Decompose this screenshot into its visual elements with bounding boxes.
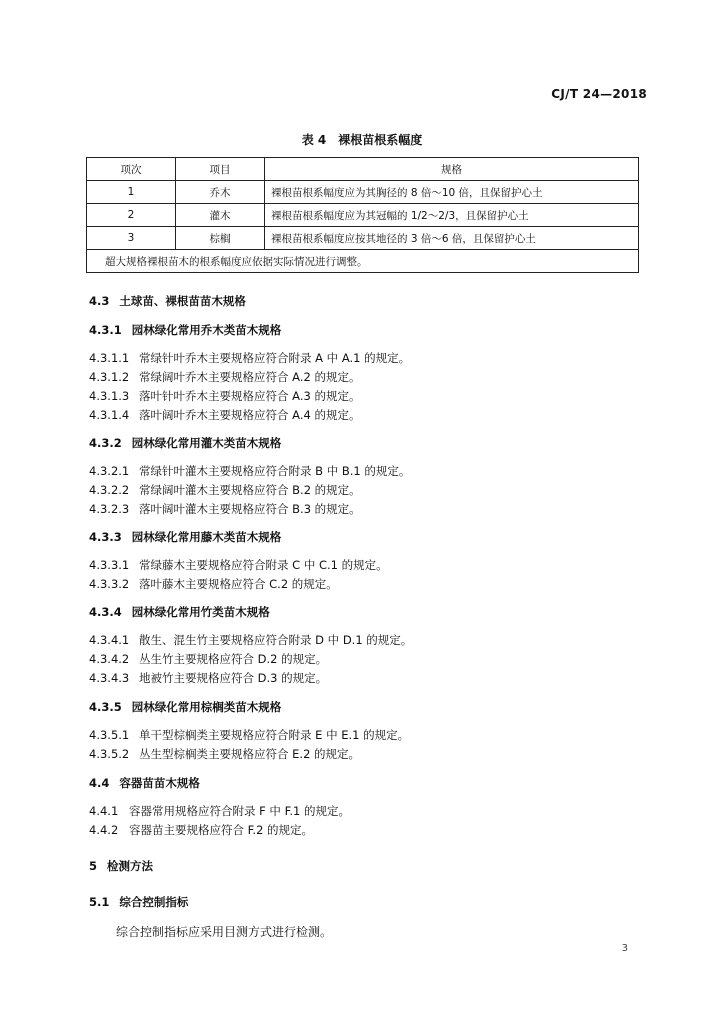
section-title: 园林绿化常用乔木类苗木规格 [131,323,282,337]
root-spread-table [86,157,639,273]
cell-item: 棕榈 [176,227,265,250]
clause-number: 4.3.3.1 [89,558,130,572]
clause-number: 4.3.1.4 [89,408,130,422]
cell-spec: 裸根苗根系幅度应为其胸径的 8 倍～10 倍，且保留护心土 [265,181,639,204]
clause-line [89,670,327,686]
cell-no: 1 [87,181,176,204]
clause-line [89,350,410,366]
section-number: 4.3.4 [89,605,122,619]
section-4-3-2-heading [89,435,281,451]
clause-text: 常绿阔叶灌木主要规格应符合 B.2 的规定。 [139,483,361,497]
table-header-row [87,158,639,181]
clause-text: 单干型棕榈类主要规格应符合附录 E 中 E.1 的规定。 [139,728,410,742]
clause-number: 4.3.3.2 [89,577,130,591]
clause-number: 4.3.2.1 [89,464,130,478]
clause-number: 4.3.1.3 [89,389,130,403]
clause-text: 常绿阔叶乔木主要规格应符合 A.2 的规定。 [139,370,361,384]
clause-line [89,632,412,648]
clause-text: 常绿针叶灌木主要规格应符合附录 B 中 B.1 的规定。 [139,464,411,478]
table-note: 超大规格裸根苗木的根系幅度应依据实际情况进行调整。 [87,250,639,273]
section-4-3-1-heading [89,322,281,338]
clause-number: 4.4.1 [89,804,119,818]
clause-number: 4.3.2.2 [89,483,130,497]
section-number: 4.3 [89,294,110,308]
section-number: 5.1 [89,895,110,909]
clause-line [89,576,338,592]
clause-text: 落叶阔叶乔木主要规格应符合 A.4 的规定。 [139,408,361,422]
clause-text: 地被竹主要规格应符合 D.3 的规定。 [139,671,328,685]
clause-line [89,369,360,385]
section-number: 4.3.3 [89,530,122,544]
clause-text: 容器苗主要规格应符合 F.2 的规定。 [129,823,314,837]
clause-line [89,803,350,819]
clause-text: 常绿藤木主要规格应符合附录 C 中 C.1 的规定。 [139,558,388,572]
clause-text: 散生、混生竹主要规格应符合附录 D 中 D.1 的规定。 [139,633,413,647]
clause-text: 常绿针叶乔木主要规格应符合附录 A 中 A.1 的规定。 [139,351,411,365]
column-header-spec: 规格 [265,158,639,181]
clause-number: 4.3.4.3 [89,671,130,685]
column-header-no: 项次 [87,158,176,181]
clause-number: 4.3.1.2 [89,370,130,384]
section-4-3-4-heading [89,604,270,620]
section-4-3-5-heading [89,699,281,715]
section-title: 容器苗苗木规格 [119,776,200,790]
clause-number: 4.3.1.1 [89,351,130,365]
section-title: 园林绿化常用竹类苗木规格 [131,605,270,619]
section-title: 园林绿化常用灌木类苗木规格 [131,436,282,450]
clause-text: 容器常用规格应符合附录 F 中 F.1 的规定。 [129,804,350,818]
section-title: 园林绿化常用棕榈类苗木规格 [131,700,282,714]
section-title: 土球苗、裸根苗苗木规格 [119,294,246,308]
standard-code: CJ/T 24—2018 [551,87,647,101]
clause-text: 落叶针叶乔木主要规格应符合 A.3 的规定。 [139,389,361,403]
cell-item: 灌木 [176,204,265,227]
clause-number: 4.3.5.2 [89,747,130,761]
section-5-1-body: 综合控制指标应采用目测方式进行检测。 [116,925,333,939]
section-number: 4.4 [89,776,110,790]
clause-number: 4.4.2 [89,823,119,837]
clause-line [89,651,327,667]
cell-spec: 裸根苗根系幅度应为其冠幅的 1/2～2/3，且保留护心土 [265,204,639,227]
clause-line [89,501,361,517]
section-5-heading [89,858,153,874]
section-title: 园林绿化常用藤木类苗木规格 [131,530,282,544]
cell-no: 2 [87,204,176,227]
section-number: 5 [89,859,98,873]
clause-text: 丛生竹主要规格应符合 D.2 的规定。 [139,652,328,666]
section-number: 4.3.5 [89,700,122,714]
table-row [87,204,639,227]
clause-line [89,746,360,762]
section-4-3-heading [89,293,246,309]
clause-line [89,482,361,498]
table-note-row [87,250,639,273]
column-header-item: 项目 [176,158,265,181]
table-row [87,227,639,250]
cell-item: 乔木 [176,181,265,204]
clause-number: 4.3.4.2 [89,652,130,666]
cell-spec: 裸根苗根系幅度应按其地径的 3 倍～6 倍，且保留护心土 [265,227,639,250]
cell-no: 3 [87,227,176,250]
clause-text: 落叶藤木主要规格应符合 C.2 的规定。 [139,577,338,591]
section-number: 4.3.1 [89,323,122,337]
clause-number: 4.3.4.1 [89,633,130,647]
clause-text: 丛生型棕榈类主要规格应符合 E.2 的规定。 [139,747,361,761]
section-title: 综合控制指标 [119,895,189,909]
table-row [87,181,639,204]
clause-line [89,407,360,423]
clause-number: 4.3.5.1 [89,728,130,742]
clause-number: 4.3.2.3 [89,502,130,516]
clause-line [89,388,360,404]
clause-line [89,557,388,573]
section-number: 4.3.2 [89,436,122,450]
section-title: 检测方法 [107,859,154,873]
clause-text: 落叶阔叶灌木主要规格应符合 B.3 的规定。 [139,502,361,516]
table-caption: 表 4 裸根苗根系幅度 [301,133,423,147]
section-4-3-3-heading [89,529,281,545]
clause-line [89,463,410,479]
section-5-1-heading [89,894,188,910]
page-number: 3 [621,943,628,954]
clause-line [89,727,409,743]
clause-line [89,822,313,838]
section-4-4-heading [89,775,200,791]
